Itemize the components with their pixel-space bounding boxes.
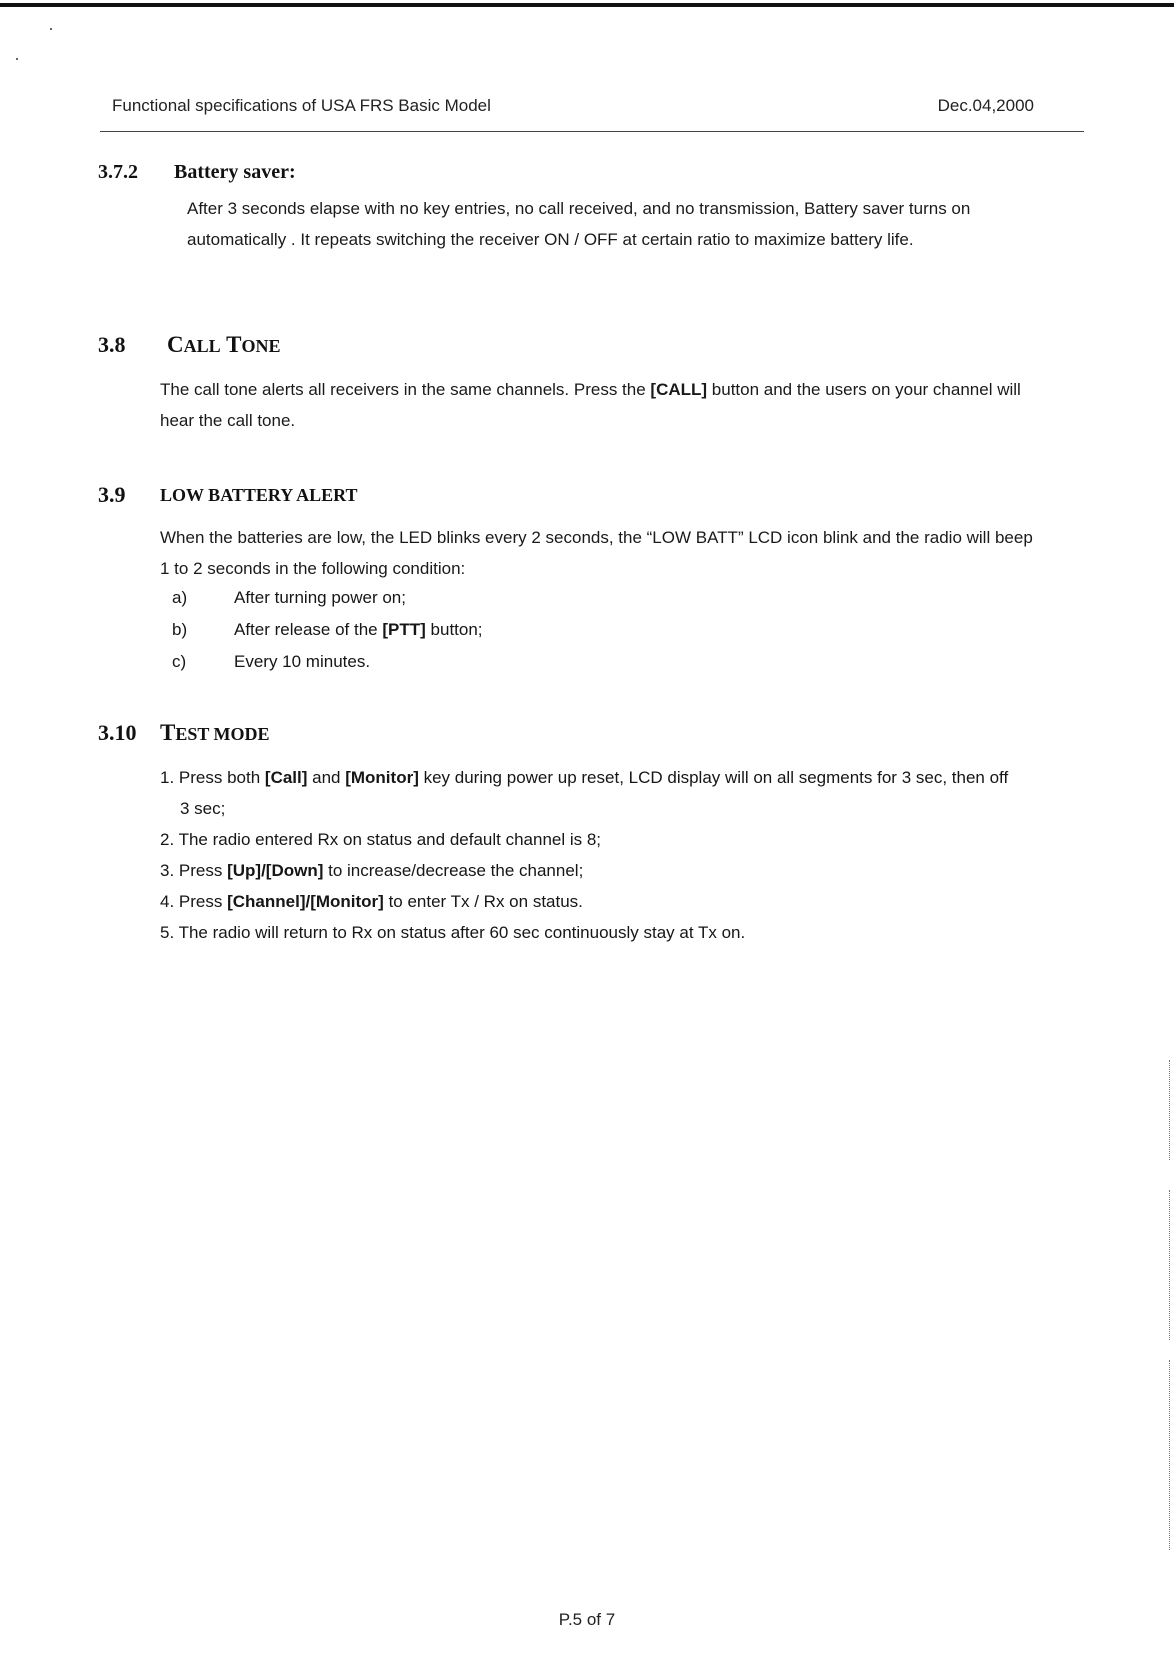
- section-body: When the batteries are low, the LED blinks every 2 seconds, the “LOW BATT” LCD icon blink and the radio will beep 1 to 2 seconds in the following condition:: [160, 528, 1033, 578]
- list-item: 5. The radio will return to Rx on status after 60 sec continuously stay at Tx on.: [160, 923, 746, 942]
- scan-speck: [50, 28, 52, 30]
- section-heading: [98, 332, 1088, 362]
- header-date: Dec.04,2000: [937, 96, 1034, 115]
- section-heading: [98, 161, 1088, 191]
- section-3-9: [98, 482, 1088, 678]
- scan-edge-mark: [1168, 1060, 1170, 1160]
- scan-edge-mark: [1168, 1360, 1170, 1550]
- section-3-10: [98, 720, 1088, 948]
- list-item: 1. Press both [Call] and [Monitor] key during power up reset, LCD display will on all segments for 3 sec, then off 3 sec;: [160, 768, 1009, 818]
- scan-edge-mark: [1168, 1190, 1170, 1340]
- scan-speck: [16, 58, 18, 60]
- page-number: P.5 of 7: [558, 1610, 616, 1629]
- section-3-7-2: [98, 161, 1088, 255]
- section-heading: [98, 482, 1088, 512]
- scan-top-rule: [0, 3, 1174, 7]
- list-item: 2. The radio entered Rx on status and default channel is 8;: [160, 830, 602, 849]
- list-item: 4. Press [Channel]/[Monitor] to enter Tx / Rx on status.: [160, 892, 583, 911]
- section-title: LOW BATTERY ALERT: [160, 485, 358, 505]
- section-number: 3.8: [98, 332, 126, 357]
- section-3-8: [98, 332, 1088, 436]
- section-title: Battery saver:: [174, 161, 296, 183]
- section-number: 3.7.2: [98, 161, 138, 183]
- section-body: The call tone alerts all receivers in the same channels. Press the [CALL] button and the users on your channel will hear the call tone.: [160, 380, 1021, 430]
- list-item: c) Every 10 minutes.: [172, 652, 371, 671]
- section-number: 3.10: [98, 720, 137, 745]
- condition-list: [160, 582, 1088, 678]
- section-number: 3.9: [98, 482, 126, 507]
- page-header: [112, 96, 1034, 118]
- section-body: After 3 seconds elapse with no key entries, no call received, and no transmission, Battery saver turns on automatically . It repeats switching the receiver ON / OFF at certain ratio to maximize battery life.: [187, 199, 971, 249]
- header-divider: [100, 131, 1084, 132]
- section-title: CALL TONE: [167, 332, 281, 357]
- list-item: b) After release of the [PTT] button;: [172, 620, 483, 639]
- list-item: a) After turning power on;: [172, 588, 406, 607]
- section-title: TEST MODE: [160, 720, 270, 745]
- list-item: 3. Press [Up]/[Down] to increase/decrease the channel;: [160, 861, 584, 880]
- header-title: Functional specifications of USA FRS Basic Model: [112, 96, 491, 115]
- section-heading: [98, 720, 1088, 750]
- test-mode-steps: [160, 762, 1010, 948]
